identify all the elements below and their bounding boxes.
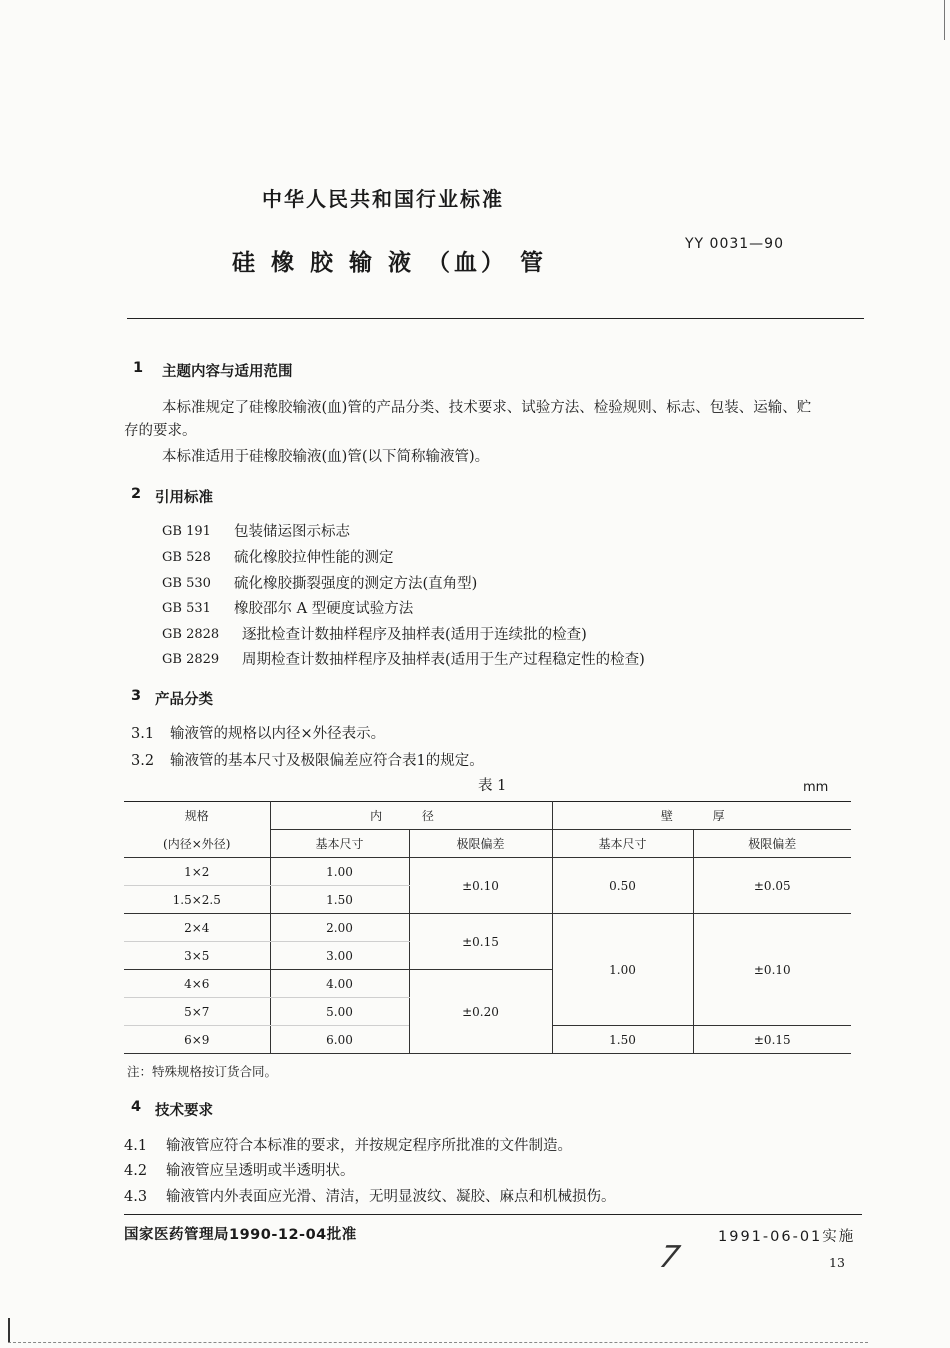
table-unit: mm <box>803 780 829 795</box>
section-1-number: 1 <box>133 360 144 376</box>
ref-name: 硫化橡胶撕裂强度的测定方法(直角型) <box>234 576 478 592</box>
ref-code: GB 528 <box>162 550 211 565</box>
header-wall-thickness: 壁 厚 <box>552 802 851 830</box>
inner-basic-cell: 1.00 <box>270 858 409 886</box>
section-1-paragraph-1-cont: 存的要求。 <box>124 423 197 439</box>
clause-4-1-number: 4.1 <box>124 1138 148 1154</box>
standard-code: YY 0031—90 <box>685 236 784 252</box>
page-number: 13 <box>829 1255 845 1270</box>
wall-tolerance-cell: ±0.10 <box>693 914 851 1026</box>
header-wall-tolerance: 极限偏差 <box>693 830 851 858</box>
doc-title: 硅 橡 胶 输 液 （血） 管 <box>232 250 548 276</box>
clause-4-2-number: 4.2 <box>124 1163 148 1179</box>
section-2-number: 2 <box>131 486 142 502</box>
table-row <box>124 914 851 942</box>
inner-basic-cell: 5.00 <box>270 998 409 1026</box>
clause-4-3: 输液管内外表面应光滑、清洁，无明显波纹、凝胶、麻点和机械损伤。 <box>166 1189 616 1205</box>
clause-4-2: 输液管应呈透明或半透明状。 <box>166 1163 355 1179</box>
inner-basic-cell: 3.00 <box>270 942 409 970</box>
ref-name: 包装储运图示标志 <box>234 524 350 540</box>
section-3-number: 3 <box>131 688 142 704</box>
ref-code: GB 2829 <box>162 652 220 667</box>
table-row <box>124 858 851 886</box>
wall-basic-cell: 1.00 <box>552 914 693 1026</box>
ref-name: 逐批检查计数抽样程序及抽样表(适用于连续批的检查) <box>242 627 587 643</box>
table-caption: 表 1 <box>478 778 507 794</box>
section-3-title: 产品分类 <box>155 692 213 708</box>
wall-basic-cell: 1.50 <box>552 1026 693 1054</box>
scan-edge-left <box>8 1318 10 1342</box>
ref-name: 硫化橡胶拉伸性能的测定 <box>234 550 394 566</box>
scan-edge-bottom <box>8 1342 868 1343</box>
spec-cell: 1.5×2.5 <box>124 886 270 914</box>
spec-cell: 5×7 <box>124 998 270 1026</box>
header-spec: 规格 <box>184 809 209 824</box>
inner-tolerance-cell: ±0.20 <box>409 970 552 1054</box>
wall-basic-cell: 0.50 <box>552 858 693 914</box>
inner-tolerance-cell: ±0.10 <box>409 858 552 914</box>
inner-basic-cell: 6.00 <box>270 1026 409 1054</box>
section-4-title: 技术要求 <box>155 1103 213 1119</box>
inner-basic-cell: 1.50 <box>270 886 409 914</box>
inner-tolerance-cell: ±0.15 <box>409 914 552 970</box>
spec-cell: 3×5 <box>124 942 270 970</box>
org-title: 中华人民共和国行业标准 <box>262 187 504 211</box>
header-inner-basic: 基本尺寸 <box>270 830 409 858</box>
approval-line: 国家医药管理局1990-12-04批准 <box>124 1227 357 1243</box>
wall-tolerance-cell: ±0.15 <box>693 1026 851 1054</box>
header-inner-diameter: 内 径 <box>270 802 552 830</box>
effective-date: 1991-06-01实施 <box>718 1229 856 1245</box>
section-1-title: 主题内容与适用范围 <box>162 364 293 380</box>
clause-3-1-number: 3.1 <box>131 726 155 742</box>
section-1-paragraph-1: 本标准规定了硅橡胶输液(血)管的产品分类、技术要求、试验方法、检验规则、标志、包装、运输、贮 <box>162 400 812 416</box>
table-note: 注：特殊规格按订货合同。 <box>127 1064 278 1079</box>
wall-tolerance-cell: ±0.05 <box>693 858 851 914</box>
ref-code: GB 530 <box>162 576 211 591</box>
handwritten-mark: 7 <box>656 1240 683 1275</box>
section-1-paragraph-2: 本标准适用于硅橡胶输液(血)管(以下简称输液管)。 <box>162 449 490 465</box>
spec-cell: 4×6 <box>124 970 270 998</box>
ref-code: GB 531 <box>162 601 211 616</box>
footer-rule <box>124 1214 862 1215</box>
inner-basic-cell: 4.00 <box>270 970 409 998</box>
ref-name: 橡胶邵尔 A 型硬度试验方法 <box>234 601 414 617</box>
clause-4-1: 输液管应符合本标准的要求，并按规定程序所批准的文件制造。 <box>166 1138 572 1154</box>
header-wall-basic: 基本尺寸 <box>552 830 693 858</box>
clause-3-1: 输液管的规格以内径×外径表示。 <box>170 726 386 742</box>
header-rule <box>127 318 864 319</box>
scan-edge-right <box>944 0 945 40</box>
dimension-table <box>124 801 851 1054</box>
header-inner-tolerance: 极限偏差 <box>409 830 552 858</box>
ref-name: 周期检查计数抽样程序及抽样表(适用于生产过程稳定性的检查) <box>242 652 645 668</box>
clause-3-2-number: 3.2 <box>131 753 155 769</box>
inner-basic-cell: 2.00 <box>270 914 409 942</box>
ref-code: GB 191 <box>162 524 211 539</box>
ref-code: GB 2828 <box>162 627 220 642</box>
spec-cell: 1×2 <box>124 858 270 886</box>
section-2-title: 引用标准 <box>155 490 213 506</box>
section-4-number: 4 <box>131 1099 142 1115</box>
header-spec-sub: (内径×外径) <box>124 830 270 858</box>
clause-3-2: 输液管的基本尺寸及极限偏差应符合表1的规定。 <box>170 753 484 769</box>
spec-cell: 6×9 <box>124 1026 270 1054</box>
clause-4-3-number: 4.3 <box>124 1189 148 1205</box>
spec-cell: 2×4 <box>124 914 270 942</box>
